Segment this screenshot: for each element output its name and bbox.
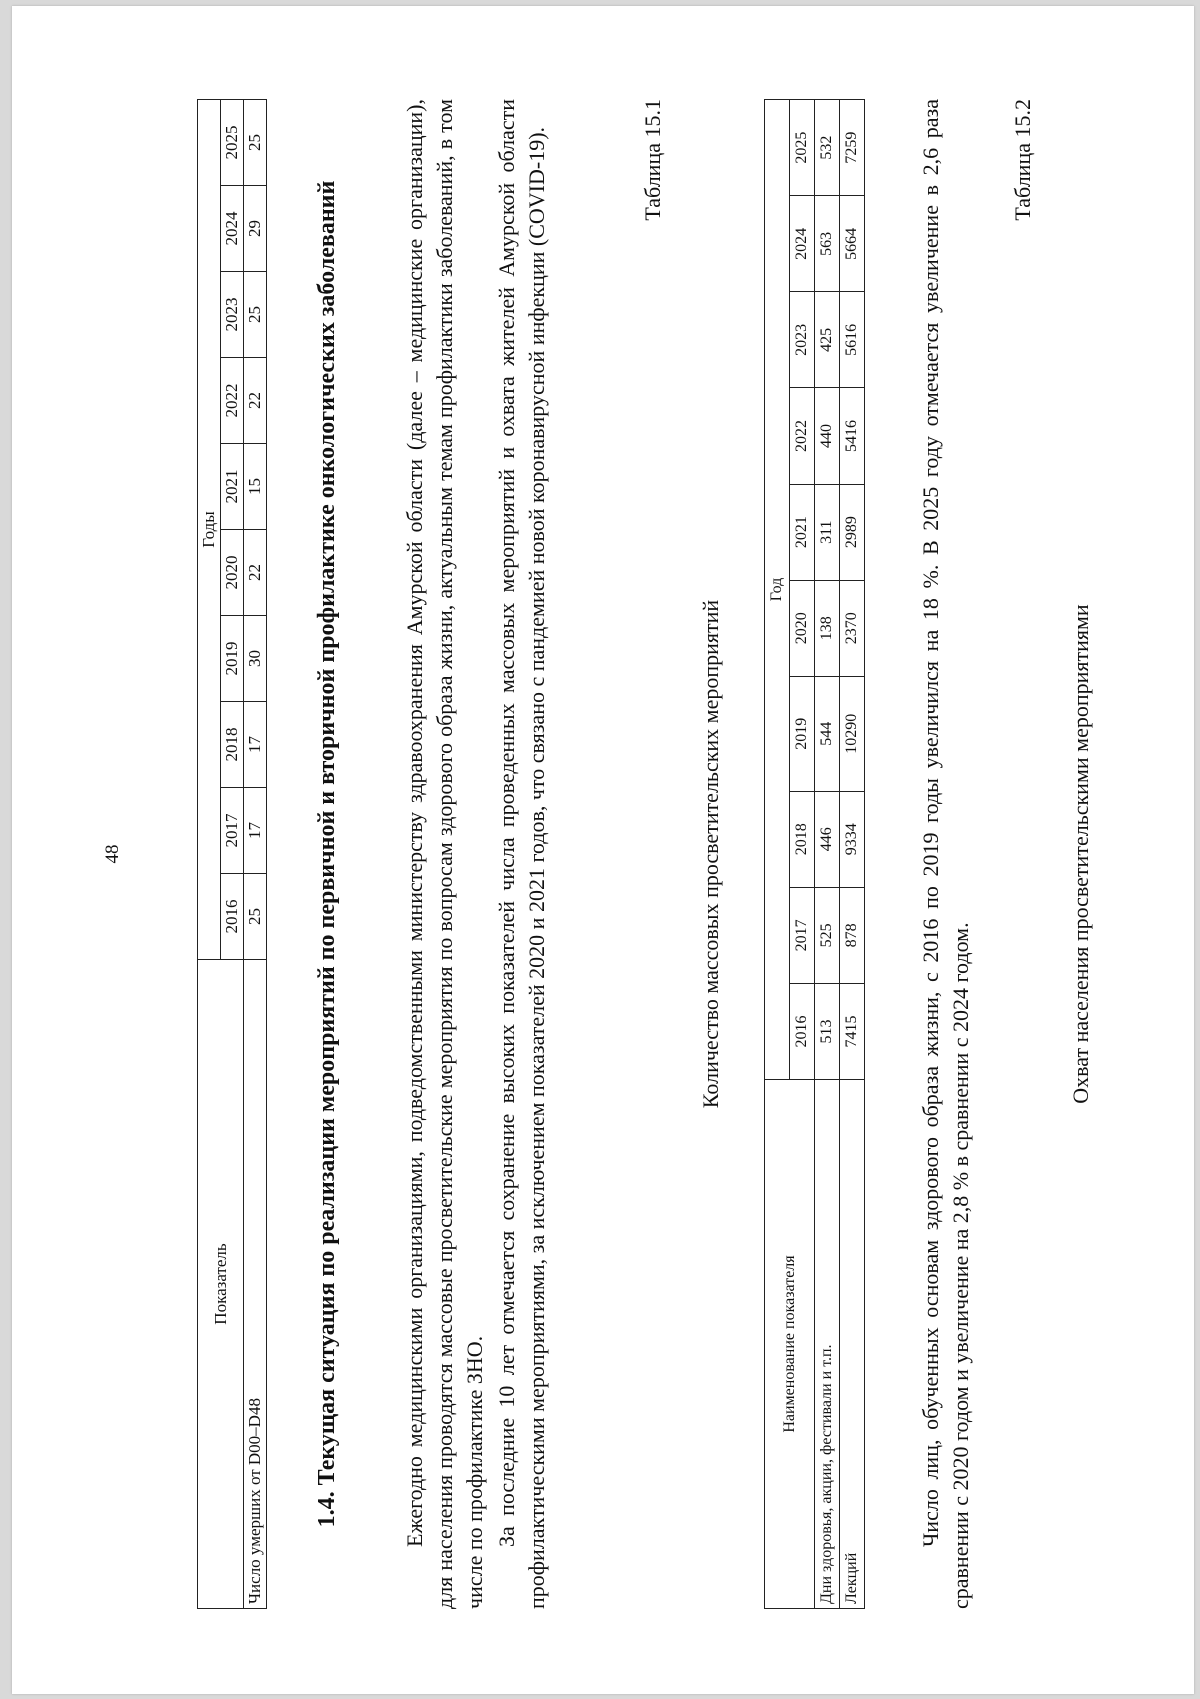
table-title-coverage: Охват населения просветительскими мероприятиями xyxy=(1068,604,1093,1104)
table1-cell: 29 xyxy=(244,186,267,272)
rotated-page-content xyxy=(22,9,1200,1699)
table1-year: 2021 xyxy=(221,444,244,530)
table2-cell: 513 xyxy=(815,983,840,1079)
table2-year: 2025 xyxy=(790,100,815,196)
table2-header-year-group: Год xyxy=(765,100,790,1080)
table1-year: 2020 xyxy=(221,530,244,616)
table2-year: 2023 xyxy=(790,292,815,388)
table-caption-15-2: Таблица 15.2 xyxy=(1010,99,1035,221)
table2-row-label: Дни здоровья, акции, фестивали и т.п. xyxy=(815,1080,840,1609)
table1-header-indicator: Показатель xyxy=(198,960,244,1609)
paragraph-events: Ежегодно медицинскими организациями, подведомственными министерству здравоохранения Амурской области (далее – медицинские организации), для населения проводятся массовые просветительские мероприятия по вопросам здорового образа жизни, актуальным темам профилактики заболеваний, в том числе по профилактике ЗНО. xyxy=(402,99,487,1609)
table-title-events: Количество массовых просветительских мероприятий xyxy=(698,599,723,1109)
table2-cell: 440 xyxy=(815,388,840,484)
table2-cell: 878 xyxy=(840,887,865,983)
table1-year: 2018 xyxy=(221,702,244,788)
table-caption-15-1: Таблица 15.1 xyxy=(640,99,665,221)
table1-year: 2017 xyxy=(221,788,244,874)
table1-year: 2025 xyxy=(221,100,244,186)
table1-year: 2022 xyxy=(221,358,244,444)
document-page xyxy=(12,6,1194,1694)
table2-cell: 5664 xyxy=(840,196,865,292)
table-deaths xyxy=(197,99,267,1609)
table2-cell: 446 xyxy=(815,791,840,887)
table-mass-events xyxy=(764,99,865,1609)
table1-year: 2024 xyxy=(221,186,244,272)
table2-year: 2020 xyxy=(790,580,815,676)
table2-cell: 2989 xyxy=(840,484,865,580)
table2-cell: 5416 xyxy=(840,388,865,484)
table2-year: 2019 xyxy=(790,676,815,791)
table1-header-years-group: Годы xyxy=(198,100,221,960)
document-body xyxy=(22,9,1200,1699)
table2-cell: 425 xyxy=(815,292,840,388)
table-row xyxy=(840,100,865,1609)
table2-cell: 138 xyxy=(815,580,840,676)
table2-cell: 10290 xyxy=(840,676,865,791)
table1-row-label: Число умерших от D00–D48 xyxy=(244,960,267,1609)
page-number: 48 xyxy=(102,844,123,864)
table2-year: 2022 xyxy=(790,388,815,484)
table-row xyxy=(244,100,267,1609)
table2-cell: 544 xyxy=(815,676,840,791)
table1-cell: 25 xyxy=(244,272,267,358)
table2-cell: 5616 xyxy=(840,292,865,388)
table1-cell: 30 xyxy=(244,616,267,702)
table2-cell: 525 xyxy=(815,887,840,983)
table1-year: 2019 xyxy=(221,616,244,702)
table2-header-indicator: Наименование показателя xyxy=(765,1080,815,1609)
section-heading: 1.4. Текущая ситуация по реализации мероприятий по первичной и вторичной профилактике онкологических заболеваний xyxy=(314,180,340,1528)
table2-year: 2016 xyxy=(790,983,815,1079)
table1-cell: 22 xyxy=(244,358,267,444)
table2-cell: 532 xyxy=(815,100,840,196)
table1-cell: 25 xyxy=(244,100,267,186)
table2-cell: 7415 xyxy=(840,983,865,1079)
table1-year: 2016 xyxy=(221,874,244,960)
table-row xyxy=(815,100,840,1609)
table2-cell: 311 xyxy=(815,484,840,580)
table2-year: 2024 xyxy=(790,196,815,292)
table2-cell: 2370 xyxy=(840,580,865,676)
table1-cell: 17 xyxy=(244,702,267,788)
table2-year: 2017 xyxy=(790,887,815,983)
table1-year: 2023 xyxy=(221,272,244,358)
table2-year: 2021 xyxy=(790,484,815,580)
table1-cell: 15 xyxy=(244,444,267,530)
table2-year: 2018 xyxy=(790,791,815,887)
table2-cell: 563 xyxy=(815,196,840,292)
paragraph-trained: Число лиц, обученных основам здорового образа жизни, с 2016 по 2019 годы увеличился на 18 %. В 2025 году отмечается увеличение в 2,6 раза сравнении с 2020 годом и увеличение на 2,8 % в сравнении с 2024 годом. xyxy=(918,99,973,1609)
paragraph-coverage: За последние 10 лет отмечается сохранение высоких показателей числа проведенных массовых мероприятий и охвата жителей Амурской области профилактическими мероприятиями, за исключением показателей 2020 и 2021 годов, что связано с пандемией новой коронавирусной инфекции (COVID-19). xyxy=(494,99,549,1609)
table1-cell: 22 xyxy=(244,530,267,616)
table2-row-label: Лекций xyxy=(840,1080,865,1609)
table1-cell: 25 xyxy=(244,874,267,960)
table1-cell: 17 xyxy=(244,788,267,874)
table2-cell: 7259 xyxy=(840,100,865,196)
table2-cell: 9334 xyxy=(840,791,865,887)
